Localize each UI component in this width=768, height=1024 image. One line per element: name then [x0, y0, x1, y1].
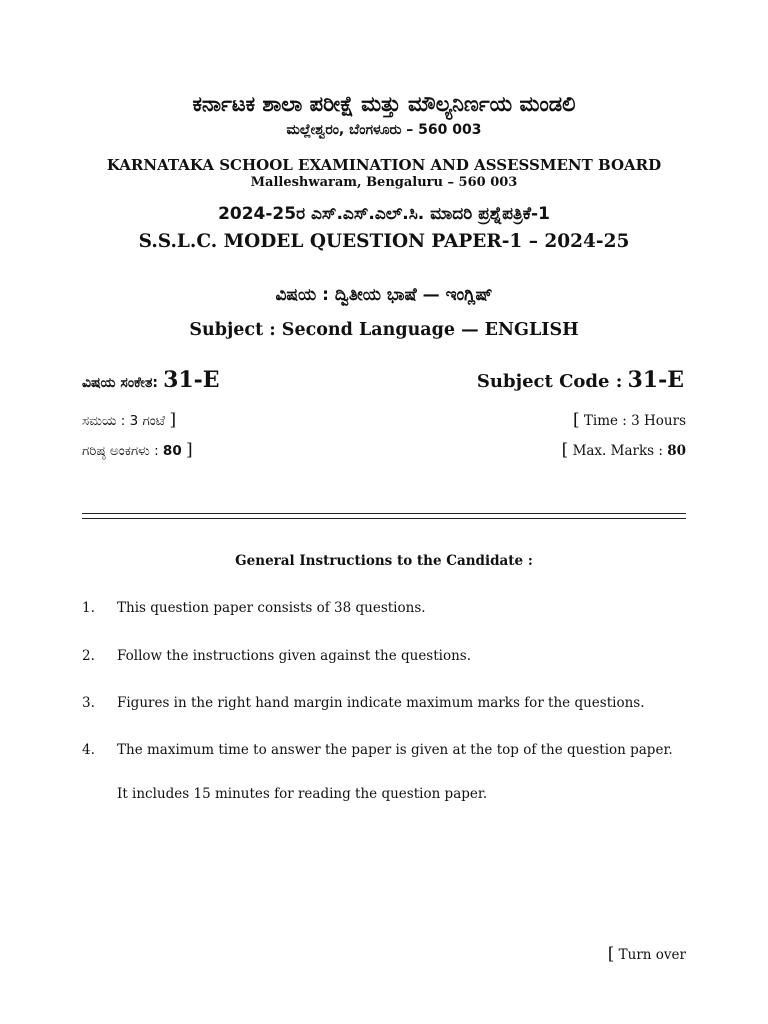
instruction-text: Figures in the right hand margin indicate maximum marks for the questions. — [117, 695, 645, 711]
instruction-number: 1. — [82, 600, 95, 616]
instruction-number: 3. — [82, 695, 95, 711]
kannada-paper-title: 2024-25ರ ಎಸ್.ಎಸ್.ಎಲ್.ಸಿ. ಮಾದರಿ ಪ್ರಶ್ನೆಪತ್ರಿಕೆ-1 — [218, 204, 550, 224]
turn-over-note: [ Turn over — [607, 944, 686, 964]
kannada-max-marks-label: ಗರಿಷ್ಠ ಅಂಕಗಳು : — [82, 443, 159, 459]
kannada-max-marks: ಗರಿಷ್ಠ ಅಂಕಗಳು : 80 ] — [82, 440, 193, 460]
kannada-subject-code-label: ವಿಷಯ ಸಂಕೇತ: — [82, 375, 158, 391]
instructions-heading: General Instructions to the Candidate : — [235, 553, 533, 569]
kannada-subject: ವಿಷಯ : ದ್ವಿತೀಯ ಭಾಷೆ — ಇಂಗ್ಲಿಷ್ — [275, 285, 493, 305]
turn-over-text: Turn over — [618, 947, 686, 963]
english-subject-code-label: Subject Code : — [476, 371, 623, 392]
instruction-text: Follow the instructions given against the questions. — [117, 648, 472, 664]
english-subject-code-value: 31-E — [627, 367, 684, 393]
kannada-max-marks-value: 80 — [162, 443, 182, 459]
instruction-text: This question paper consists of 38 questions. — [117, 600, 426, 616]
divider-top-line — [82, 513, 686, 514]
kannada-subject-code — [82, 367, 220, 393]
english-subject: Subject : Second Language — ENGLISH — [189, 320, 579, 340]
instruction-number: 2. — [82, 648, 95, 664]
kannada-board-address: ಮಲ್ಲೇಶ್ವರಂ, ಬೆಂಗಳೂರು – 560 003 — [286, 122, 482, 138]
kannada-time-text: ಸಮಯ : 3 ಗಂಟೆ — [82, 413, 166, 429]
instruction-continuation: It includes 15 minutes for reading the question paper. — [117, 786, 488, 802]
english-time-text: Time : 3 Hours — [583, 413, 686, 429]
kannada-subject-code-value: 31-E — [163, 367, 220, 393]
instruction-number: 4. — [82, 742, 95, 758]
kannada-board-name: ಕರ್ನಾಟಕ ಶಾಲಾ ಪರೀಕ್ಷೆ ಮತ್ತು ಮೌಲ್ಯನಿರ್ಣಯ ಮಂಡಲಿ — [192, 92, 576, 116]
kannada-time: ಸಮಯ : 3 ಗಂಟೆ ] — [82, 410, 177, 430]
english-time: [ Time : 3 Hours — [572, 410, 686, 430]
english-subject-code — [477, 367, 684, 393]
divider-bottom-line — [82, 518, 686, 519]
instruction-text: The maximum time to answer the paper is given at the top of the question paper. — [117, 742, 673, 758]
english-max-marks: [ Max. Marks : 80 — [561, 440, 686, 460]
english-board-address: Malleshwaram, Bengaluru – 560 003 — [250, 175, 518, 190]
english-max-marks-label: Max. Marks : — [572, 443, 663, 459]
english-paper-title: S.S.L.C. MODEL QUESTION PAPER-1 – 2024-25 — [138, 231, 630, 252]
english-max-marks-value: 80 — [667, 443, 686, 459]
english-board-name: KARNATAKA SCHOOL EXAMINATION AND ASSESSMENT BOARD — [106, 156, 662, 174]
